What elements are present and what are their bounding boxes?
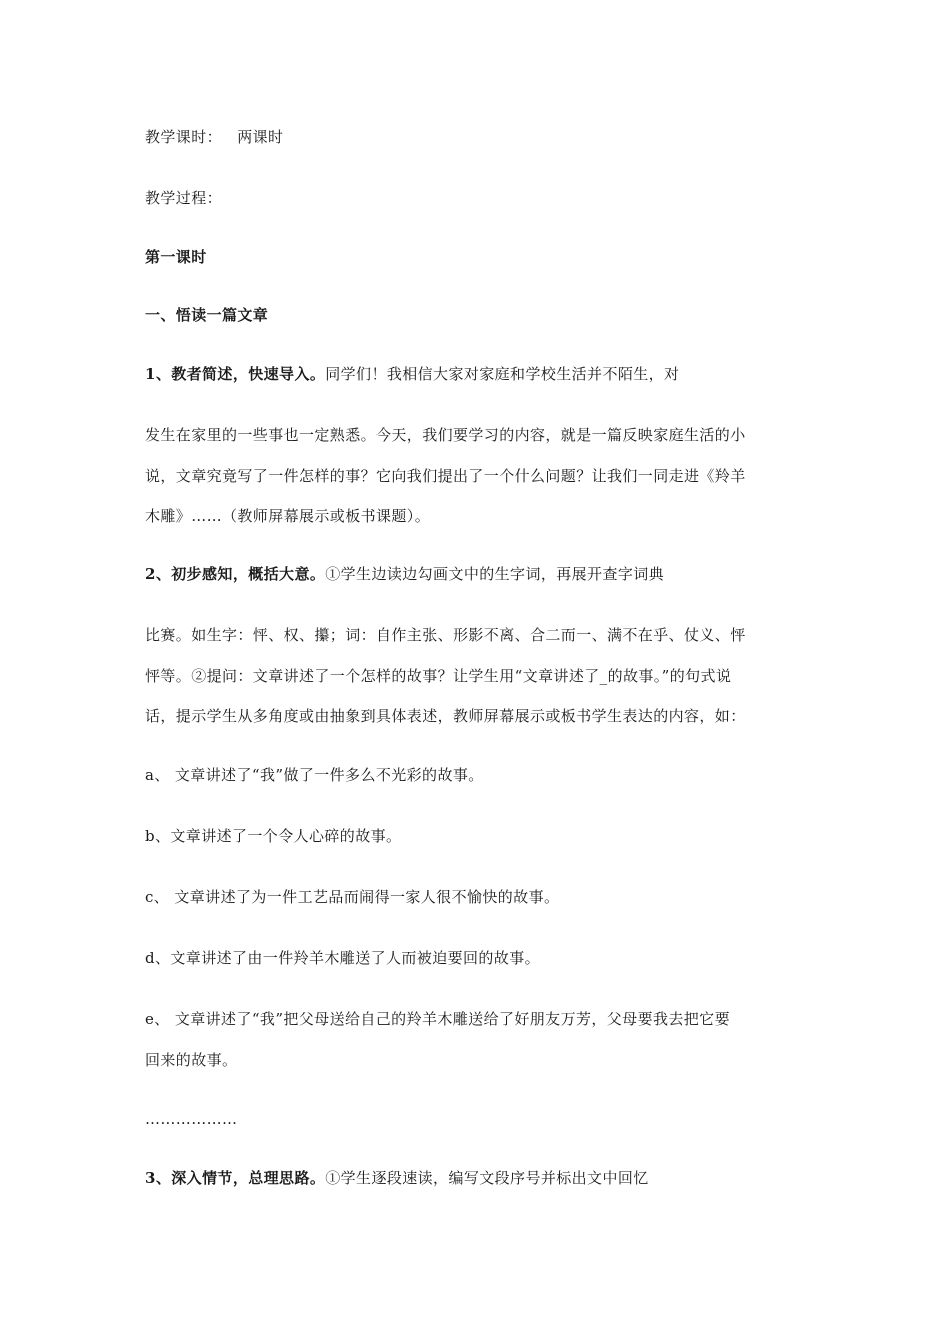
example-d: d、文章讲述了由一件羚羊木雕送了人而被迫要回的故事。: [145, 949, 541, 967]
example-b: b、文章讲述了一个令人心碎的故事。: [145, 827, 402, 845]
step3-line1: [145, 1168, 649, 1188]
step2-text-2: 比赛。如生字：怦、权、攥；词：自作主张、形影不离、合二而一、满不在乎、仗义、怦: [145, 626, 746, 644]
step3-heading: 3、深入情节，总理思路。: [145, 1169, 326, 1187]
section-title: 一、悟读一篇文章: [145, 306, 269, 324]
step1-line1: [145, 364, 679, 384]
step2-text-4: 话，提示学生从多角度或由抽象到具体表述，教师屏幕展示或板书学生表达的内容，如：: [145, 707, 746, 725]
step2-line1: [145, 564, 664, 584]
step1-heading: 1、教者简述，快速导入。: [145, 365, 326, 383]
ellipsis-line: ………………: [145, 1110, 238, 1128]
step2-heading: 2、初步感知，概括大意。: [145, 565, 326, 583]
lesson-title: 第一课时: [145, 248, 207, 266]
step2-text-1: ①学生边读边勾画文中的生字词，再展开查字词典: [325, 565, 665, 583]
example-e: e、 文章讲述了“我”把父母送给自己的羚羊木雕送给了好朋友万芳，父母要我去把它要: [145, 1010, 730, 1028]
teaching-hours-value: 两课时: [237, 128, 284, 146]
step3-text-1: ①学生逐段速读，编写文段序号并标出文中回忆: [325, 1169, 649, 1187]
example-e-continued: 回来的故事。: [145, 1051, 238, 1069]
teaching-process-label: 教学过程：: [145, 189, 223, 207]
teaching-hours-label: 教学课时：: [145, 128, 223, 146]
step1-text-4: 木雕》……（教师屏幕展示或板书课题）。: [145, 507, 431, 525]
step1-text-2: 发生在家里的一些事也一定熟悉。今天，我们要学习的内容，就是一篇反映家庭生活的小: [145, 426, 746, 444]
example-a: a、 文章讲述了“我”做了一件多么不光彩的故事。: [145, 766, 484, 784]
step2-text-3: 怦等。②提问：文章讲述了一个怎样的故事？让学生用“文章讲述了_的故事。”的句式说: [145, 667, 732, 685]
step1-text-3: 说，文章究竟写了一件怎样的事？它向我们提出了一个什么问题？让我们一同走进《羚羊: [145, 467, 746, 485]
teaching-hours-line: [145, 127, 283, 147]
step1-text-1: 同学们！我相信大家对家庭和学校生活并不陌生，对: [325, 365, 680, 383]
example-c: c、 文章讲述了为一件工艺品而闹得一家人很不愉快的故事。: [145, 888, 560, 906]
